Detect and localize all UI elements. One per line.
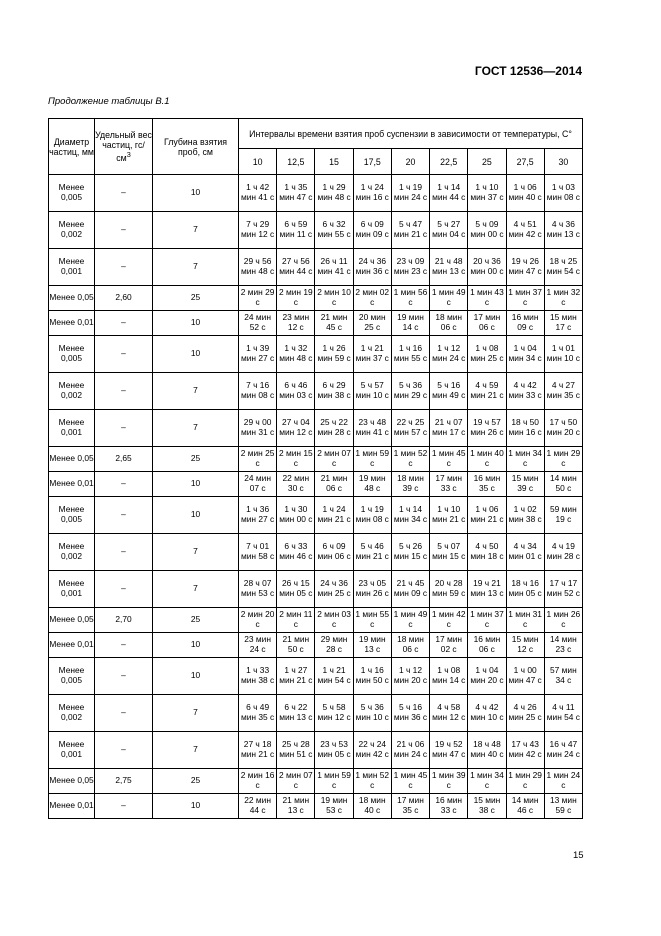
time-cell: 1 ч 21 мин 37 с bbox=[353, 336, 391, 373]
temp-header: 10 bbox=[239, 149, 277, 175]
time-cell: 25 ч 28 мин 51 с bbox=[277, 732, 315, 769]
specific-weight-cell: 2,65 bbox=[95, 447, 153, 472]
time-cell: 19 мин 48 с bbox=[353, 472, 391, 497]
time-cell: 4 ч 19 мин 28 с bbox=[544, 534, 582, 571]
col-header-diameter: Диаметр частиц, мм bbox=[49, 119, 95, 175]
table-body bbox=[49, 175, 583, 819]
time-cell: 1 мин 39 с bbox=[430, 769, 468, 794]
time-cell: 17 мин 35 с bbox=[391, 794, 429, 819]
time-cell: 23 мин 12 с bbox=[277, 311, 315, 336]
time-cell: 2 мин 15 с bbox=[277, 447, 315, 472]
table-row bbox=[49, 534, 583, 571]
time-cell: 19 ч 26 мин 47 с bbox=[506, 249, 544, 286]
time-cell: 57 мин 34 с bbox=[544, 658, 582, 695]
time-cell: 6 ч 33 мин 46 с bbox=[277, 534, 315, 571]
time-cell: 1 ч 08 мин 25 с bbox=[468, 336, 506, 373]
time-cell: 21 ч 48 мин 13 с bbox=[430, 249, 468, 286]
time-cell: 6 ч 09 мин 06 с bbox=[315, 534, 353, 571]
time-cell: 13 мин 59 с bbox=[544, 794, 582, 819]
time-cell: 28 ч 07 мин 53 с bbox=[239, 571, 277, 608]
time-cell: 27 ч 56 мин 44 с bbox=[277, 249, 315, 286]
time-cell: 6 ч 22 мин 13 с bbox=[277, 695, 315, 732]
time-cell: 1 ч 00 мин 47 с bbox=[506, 658, 544, 695]
depth-cell: 10 bbox=[153, 794, 239, 819]
time-cell: 23 ч 09 мин 23 с bbox=[391, 249, 429, 286]
time-cell: 4 ч 11 мин 54 с bbox=[544, 695, 582, 732]
time-cell: 2 мин 20 с bbox=[239, 608, 277, 633]
time-cell: 16 мин 33 с bbox=[430, 794, 468, 819]
diameter-cell: Менее 0,002 bbox=[49, 534, 95, 571]
time-cell: 21 мин 06 с bbox=[315, 472, 353, 497]
time-cell: 1 мин 52 с bbox=[391, 447, 429, 472]
diameter-cell: Менее 0,002 bbox=[49, 373, 95, 410]
time-cell: 1 мин 29 с bbox=[506, 769, 544, 794]
time-cell: 1 мин 49 с bbox=[391, 608, 429, 633]
time-cell: 7 ч 29 мин 12 с bbox=[239, 212, 277, 249]
depth-cell: 10 bbox=[153, 658, 239, 695]
time-cell: 5 ч 27 мин 04 с bbox=[430, 212, 468, 249]
temp-header: 30 bbox=[544, 149, 582, 175]
diameter-cell: Менее 0,05 bbox=[49, 286, 95, 311]
table-row bbox=[49, 249, 583, 286]
time-cell: 7 ч 16 мин 08 с bbox=[239, 373, 277, 410]
time-cell: 5 ч 46 мин 21 с bbox=[353, 534, 391, 571]
time-cell: 1 мин 34 с bbox=[506, 447, 544, 472]
time-cell: 1 мин 59 с bbox=[315, 769, 353, 794]
depth-cell: 7 bbox=[153, 249, 239, 286]
time-cell: 2 мин 11 с bbox=[277, 608, 315, 633]
time-cell: 1 ч 14 мин 44 с bbox=[430, 175, 468, 212]
time-cell: 1 ч 06 мин 21 с bbox=[468, 497, 506, 534]
time-cell: 2 мин 19 с bbox=[277, 286, 315, 311]
col-header-specific-weight: Удельный вес частиц, $гс/см^3$ bbox=[95, 119, 153, 175]
specific-weight-cell: – bbox=[95, 695, 153, 732]
time-cell: 18 ч 25 мин 54 с bbox=[544, 249, 582, 286]
time-cell: 1 ч 24 мин 21 с bbox=[315, 497, 353, 534]
time-cell: 1 ч 12 мин 20 с bbox=[391, 658, 429, 695]
time-cell: 15 мин 12 с bbox=[506, 633, 544, 658]
time-cell: 21 мин 50 с bbox=[277, 633, 315, 658]
time-cell: 1 ч 10 мин 37 с bbox=[468, 175, 506, 212]
depth-cell: 10 bbox=[153, 175, 239, 212]
time-cell: 2 мин 25 с bbox=[239, 447, 277, 472]
temp-header: 17,5 bbox=[353, 149, 391, 175]
time-cell: 23 ч 05 мин 26 с bbox=[353, 571, 391, 608]
diameter-cell: Менее 0,005 bbox=[49, 336, 95, 373]
specific-weight-cell: 2,60 bbox=[95, 286, 153, 311]
specific-weight-cell: 2,70 bbox=[95, 608, 153, 633]
table-row bbox=[49, 571, 583, 608]
time-cell: 1 мин 42 с bbox=[430, 608, 468, 633]
specific-weight-cell: – bbox=[95, 249, 153, 286]
temp-header: 27,5 bbox=[506, 149, 544, 175]
time-cell: 26 ч 11 мин 41 с bbox=[315, 249, 353, 286]
table-row bbox=[49, 311, 583, 336]
time-cell: 19 ч 57 мин 26 с bbox=[468, 410, 506, 447]
time-cell: 21 ч 06 мин 24 с bbox=[391, 732, 429, 769]
diameter-cell: Менее 0,05 bbox=[49, 447, 95, 472]
time-cell: 21 ч 07 мин 17 с bbox=[430, 410, 468, 447]
table-row bbox=[49, 658, 583, 695]
time-cell: 23 ч 53 мин 05 с bbox=[315, 732, 353, 769]
table-row bbox=[49, 472, 583, 497]
diameter-cell: Менее 0,001 bbox=[49, 571, 95, 608]
temp-header: 25 bbox=[468, 149, 506, 175]
depth-cell: 10 bbox=[153, 633, 239, 658]
time-cell: 5 ч 57 мин 10 с bbox=[353, 373, 391, 410]
time-cell: 24 мин 52 с bbox=[239, 311, 277, 336]
time-cell: 1 ч 24 мин 16 с bbox=[353, 175, 391, 212]
time-cell: 1 мин 34 с bbox=[468, 769, 506, 794]
temp-header: 22,5 bbox=[430, 149, 468, 175]
time-cell: 2 мин 07 с bbox=[277, 769, 315, 794]
time-cell: 4 ч 59 мин 21 с bbox=[468, 373, 506, 410]
table-row bbox=[49, 732, 583, 769]
diameter-cell: Менее 0,005 bbox=[49, 658, 95, 695]
col-header-time-intervals: Интервалы времени взятия проб суспензии в зависимости от температуры, С° bbox=[239, 119, 583, 149]
time-cell: 21 ч 45 мин 09 с bbox=[391, 571, 429, 608]
time-cell: 15 мин 39 с bbox=[506, 472, 544, 497]
time-cell: 17 мин 33 с bbox=[430, 472, 468, 497]
table-row bbox=[49, 373, 583, 410]
time-cell: 20 ч 28 мин 59 с bbox=[430, 571, 468, 608]
time-cell: 4 ч 34 мин 01 с bbox=[506, 534, 544, 571]
diameter-cell: Менее 0,002 bbox=[49, 212, 95, 249]
specific-weight-cell: – bbox=[95, 732, 153, 769]
time-cell: 17 ч 17 мин 52 с bbox=[544, 571, 582, 608]
specific-weight-cell: – bbox=[95, 794, 153, 819]
time-cell: 1 мин 55 с bbox=[353, 608, 391, 633]
time-cell: 1 мин 24 с bbox=[544, 769, 582, 794]
depth-cell: 10 bbox=[153, 336, 239, 373]
time-cell: 24 мин 07 с bbox=[239, 472, 277, 497]
time-cell: 17 ч 50 мин 20 с bbox=[544, 410, 582, 447]
diameter-cell: Менее 0,01 bbox=[49, 311, 95, 336]
time-cell: 29 ч 56 мин 48 с bbox=[239, 249, 277, 286]
time-cell: 1 мин 43 с bbox=[468, 286, 506, 311]
depth-cell: 7 bbox=[153, 732, 239, 769]
time-cell: 1 ч 36 мин 27 с bbox=[239, 497, 277, 534]
time-cell: 20 мин 25 с bbox=[353, 311, 391, 336]
time-cell: 1 мин 37 с bbox=[468, 608, 506, 633]
time-cell: 24 ч 36 мин 36 с bbox=[353, 249, 391, 286]
time-cell: 4 ч 50 мин 18 с bbox=[468, 534, 506, 571]
time-cell: 4 ч 26 мин 25 с bbox=[506, 695, 544, 732]
depth-cell: 7 bbox=[153, 571, 239, 608]
specific-weight-cell: – bbox=[95, 311, 153, 336]
time-cell: 2 мин 16 с bbox=[239, 769, 277, 794]
time-cell: 1 ч 32 мин 48 с bbox=[277, 336, 315, 373]
time-cell: 2 мин 03 с bbox=[315, 608, 353, 633]
table-row bbox=[49, 794, 583, 819]
time-cell: 21 мин 13 с bbox=[277, 794, 315, 819]
diameter-cell: Менее 0,002 bbox=[49, 695, 95, 732]
time-cell: 1 ч 27 мин 21 с bbox=[277, 658, 315, 695]
time-cell: 1 ч 03 мин 08 с bbox=[544, 175, 582, 212]
specific-weight-cell: – bbox=[95, 175, 153, 212]
time-cell: 6 ч 46 мин 03 с bbox=[277, 373, 315, 410]
specific-weight-cell: – bbox=[95, 534, 153, 571]
time-cell: 14 мин 23 с bbox=[544, 633, 582, 658]
time-cell: 4 ч 51 мин 42 с bbox=[506, 212, 544, 249]
specific-weight-cell: – bbox=[95, 212, 153, 249]
diameter-cell: Менее 0,05 bbox=[49, 608, 95, 633]
time-cell: 1 мин 31 с bbox=[506, 608, 544, 633]
time-cell: 1 мин 45 с bbox=[430, 447, 468, 472]
time-cell: 17 ч 43 мин 42 с bbox=[506, 732, 544, 769]
table-row bbox=[49, 695, 583, 732]
time-cell: 1 мин 45 с bbox=[391, 769, 429, 794]
time-cell: 1 мин 26 с bbox=[544, 608, 582, 633]
diameter-cell: Менее 0,01 bbox=[49, 794, 95, 819]
time-cell: 18 мин 06 с bbox=[391, 633, 429, 658]
time-cell: 21 мин 45 с bbox=[315, 311, 353, 336]
specific-weight-cell: 2,75 bbox=[95, 769, 153, 794]
time-cell: 18 мин 39 с bbox=[391, 472, 429, 497]
depth-cell: 25 bbox=[153, 608, 239, 633]
time-cell: 1 ч 06 мин 40 с bbox=[506, 175, 544, 212]
time-cell: 5 ч 58 мин 12 с bbox=[315, 695, 353, 732]
table-header bbox=[49, 119, 583, 175]
diameter-cell: Менее 0,001 bbox=[49, 732, 95, 769]
depth-cell: 7 bbox=[153, 212, 239, 249]
table-row bbox=[49, 608, 583, 633]
time-cell: 17 мин 06 с bbox=[468, 311, 506, 336]
depth-cell: 25 bbox=[153, 447, 239, 472]
time-cell: 5 ч 36 мин 29 с bbox=[391, 373, 429, 410]
time-cell: 16 ч 47 мин 24 с bbox=[544, 732, 582, 769]
time-cell: 19 мин 53 с bbox=[315, 794, 353, 819]
time-cell: 27 ч 18 мин 21 с bbox=[239, 732, 277, 769]
specific-weight-cell: – bbox=[95, 497, 153, 534]
time-cell: 1 ч 02 мин 38 с bbox=[506, 497, 544, 534]
time-cell: 1 ч 14 мин 34 с bbox=[391, 497, 429, 534]
time-cell: 16 мин 09 с bbox=[506, 311, 544, 336]
time-cell: 1 ч 16 мин 50 с bbox=[353, 658, 391, 695]
time-cell: 1 ч 16 мин 55 с bbox=[391, 336, 429, 373]
time-cell: 1 мин 59 с bbox=[353, 447, 391, 472]
time-cell: 14 мин 46 с bbox=[506, 794, 544, 819]
diameter-cell: Менее 0,005 bbox=[49, 497, 95, 534]
time-cell: 14 мин 50 с bbox=[544, 472, 582, 497]
depth-cell: 7 bbox=[153, 534, 239, 571]
time-cell: 1 ч 04 мин 20 с bbox=[468, 658, 506, 695]
table-row bbox=[49, 286, 583, 311]
time-cell: 19 ч 21 мин 13 с bbox=[468, 571, 506, 608]
time-cell: 1 ч 33 мин 38 с bbox=[239, 658, 277, 695]
time-cell: 1 мин 49 с bbox=[430, 286, 468, 311]
time-cell: 1 ч 42 мин 41 с bbox=[239, 175, 277, 212]
time-cell: 1 мин 32 с bbox=[544, 286, 582, 311]
time-cell: 25 ч 22 мин 28 с bbox=[315, 410, 353, 447]
depth-cell: 10 bbox=[153, 311, 239, 336]
table-row bbox=[49, 497, 583, 534]
specific-weight-cell: – bbox=[95, 571, 153, 608]
time-cell: 5 ч 07 мин 15 с bbox=[430, 534, 468, 571]
time-cell: 19 ч 52 мин 47 с bbox=[430, 732, 468, 769]
specific-weight-cell: – bbox=[95, 410, 153, 447]
time-cell: 18 ч 50 мин 16 с bbox=[506, 410, 544, 447]
time-cell: 7 ч 01 мин 58 с bbox=[239, 534, 277, 571]
diameter-cell: Менее 0,001 bbox=[49, 410, 95, 447]
time-cell: 4 ч 36 мин 13 с bbox=[544, 212, 582, 249]
time-cell: 4 ч 42 мин 10 с bbox=[468, 695, 506, 732]
depth-cell: 10 bbox=[153, 497, 239, 534]
time-cell: 22 ч 24 мин 42 с bbox=[353, 732, 391, 769]
specific-weight-cell: – bbox=[95, 658, 153, 695]
time-cell: 1 мин 56 с bbox=[391, 286, 429, 311]
table-row bbox=[49, 447, 583, 472]
temp-header: 12,5 bbox=[277, 149, 315, 175]
depth-cell: 25 bbox=[153, 286, 239, 311]
time-cell: 2 мин 02 с bbox=[353, 286, 391, 311]
temp-header: 20 bbox=[391, 149, 429, 175]
time-cell: 5 ч 09 мин 00 с bbox=[468, 212, 506, 249]
depth-cell: 7 bbox=[153, 410, 239, 447]
time-cell: 1 ч 35 мин 47 с bbox=[277, 175, 315, 212]
time-cell: 1 ч 39 мин 27 с bbox=[239, 336, 277, 373]
time-cell: 1 мин 37 с bbox=[506, 286, 544, 311]
diameter-cell: Менее 0,005 bbox=[49, 175, 95, 212]
time-cell: 18 мин 40 с bbox=[353, 794, 391, 819]
time-cell: 1 ч 29 мин 48 с bbox=[315, 175, 353, 212]
page-number: 15 bbox=[573, 850, 584, 861]
time-cell: 19 мин 13 с bbox=[353, 633, 391, 658]
time-cell: 4 ч 58 мин 12 с bbox=[430, 695, 468, 732]
time-cell: 1 ч 19 мин 08 с bbox=[353, 497, 391, 534]
time-cell: 16 мин 35 с bbox=[468, 472, 506, 497]
time-cell: 5 ч 16 мин 36 с bbox=[391, 695, 429, 732]
specific-weight-cell: – bbox=[95, 373, 153, 410]
time-cell: 1 ч 19 мин 24 с bbox=[391, 175, 429, 212]
table-row bbox=[49, 212, 583, 249]
time-cell: 18 мин 06 с bbox=[430, 311, 468, 336]
time-cell: 1 ч 10 мин 21 с bbox=[430, 497, 468, 534]
specific-weight-cell: – bbox=[95, 472, 153, 497]
time-cell: 20 ч 36 мин 00 с bbox=[468, 249, 506, 286]
time-cell: 1 ч 04 мин 34 с bbox=[506, 336, 544, 373]
time-cell: 59 мин 19 с bbox=[544, 497, 582, 534]
time-cell: 24 ч 36 мин 25 с bbox=[315, 571, 353, 608]
time-cell: 29 ч 00 мин 31 с bbox=[239, 410, 277, 447]
time-cell: 1 мин 29 с bbox=[544, 447, 582, 472]
time-cell: 22 ч 25 мин 57 с bbox=[391, 410, 429, 447]
depth-cell: 10 bbox=[153, 472, 239, 497]
time-cell: 1 ч 21 мин 54 с bbox=[315, 658, 353, 695]
time-cell: 5 ч 47 мин 21 с bbox=[391, 212, 429, 249]
time-cell: 5 ч 36 мин 10 с bbox=[353, 695, 391, 732]
time-cell: 6 ч 09 мин 09 с bbox=[353, 212, 391, 249]
time-cell: 18 ч 16 мин 05 с bbox=[506, 571, 544, 608]
time-cell: 16 мин 06 с bbox=[468, 633, 506, 658]
time-cell: 5 ч 16 мин 49 с bbox=[430, 373, 468, 410]
time-cell: 4 ч 27 мин 35 с bbox=[544, 373, 582, 410]
depth-cell: 25 bbox=[153, 769, 239, 794]
table-caption: Продолжение таблицы В.1 bbox=[48, 96, 170, 107]
time-cell: 1 ч 26 мин 59 с bbox=[315, 336, 353, 373]
time-cell: 23 ч 48 мин 41 с bbox=[353, 410, 391, 447]
time-cell: 17 мин 02 с bbox=[430, 633, 468, 658]
time-cell: 2 мин 29 с bbox=[239, 286, 277, 311]
time-cell: 6 ч 59 мин 11 с bbox=[277, 212, 315, 249]
document-title: ГОСТ 12536—2014 bbox=[474, 64, 582, 78]
temp-header: 15 bbox=[315, 149, 353, 175]
time-cell: 6 ч 49 мин 35 с bbox=[239, 695, 277, 732]
time-cell: 1 ч 30 мин 00 с bbox=[277, 497, 315, 534]
table-row bbox=[49, 336, 583, 373]
time-cell: 6 ч 32 мин 55 с bbox=[315, 212, 353, 249]
table-row bbox=[49, 175, 583, 212]
time-cell: 5 ч 26 мин 15 с bbox=[391, 534, 429, 571]
time-cell: 15 мин 17 с bbox=[544, 311, 582, 336]
time-cell: 1 мин 52 с bbox=[353, 769, 391, 794]
time-cell: 4 ч 42 мин 33 с bbox=[506, 373, 544, 410]
time-cell: 1 ч 08 мин 14 с bbox=[430, 658, 468, 695]
specific-weight-cell: – bbox=[95, 336, 153, 373]
depth-cell: 7 bbox=[153, 695, 239, 732]
time-cell: 1 ч 12 мин 24 с bbox=[430, 336, 468, 373]
time-cell: 2 мин 10 с bbox=[315, 286, 353, 311]
time-cell: 2 мин 07 с bbox=[315, 447, 353, 472]
diameter-cell: Менее 0,01 bbox=[49, 633, 95, 658]
time-intervals-table bbox=[48, 118, 583, 819]
time-cell: 22 мин 30 с bbox=[277, 472, 315, 497]
time-cell: 6 ч 29 мин 38 с bbox=[315, 373, 353, 410]
time-cell: 19 мин 14 с bbox=[391, 311, 429, 336]
time-cell: 29 мин 28 с bbox=[315, 633, 353, 658]
specific-weight-cell: – bbox=[95, 633, 153, 658]
diameter-cell: Менее 0,01 bbox=[49, 472, 95, 497]
time-cell: 1 ч 01 мин 10 с bbox=[544, 336, 582, 373]
time-cell: 26 ч 15 мин 05 с bbox=[277, 571, 315, 608]
diameter-cell: Менее 0,001 bbox=[49, 249, 95, 286]
time-cell: 1 мин 40 с bbox=[468, 447, 506, 472]
table-row bbox=[49, 410, 583, 447]
time-cell: 23 мин 24 с bbox=[239, 633, 277, 658]
table-row bbox=[49, 633, 583, 658]
table-row bbox=[49, 769, 583, 794]
time-cell: 18 ч 48 мин 40 с bbox=[468, 732, 506, 769]
time-cell: 22 мин 44 с bbox=[239, 794, 277, 819]
time-cell: 15 мин 38 с bbox=[468, 794, 506, 819]
depth-cell: 7 bbox=[153, 373, 239, 410]
diameter-cell: Менее 0,05 bbox=[49, 769, 95, 794]
time-cell: 27 ч 04 мин 12 с bbox=[277, 410, 315, 447]
col-header-depth: Глубина взятия проб, см bbox=[153, 119, 239, 175]
